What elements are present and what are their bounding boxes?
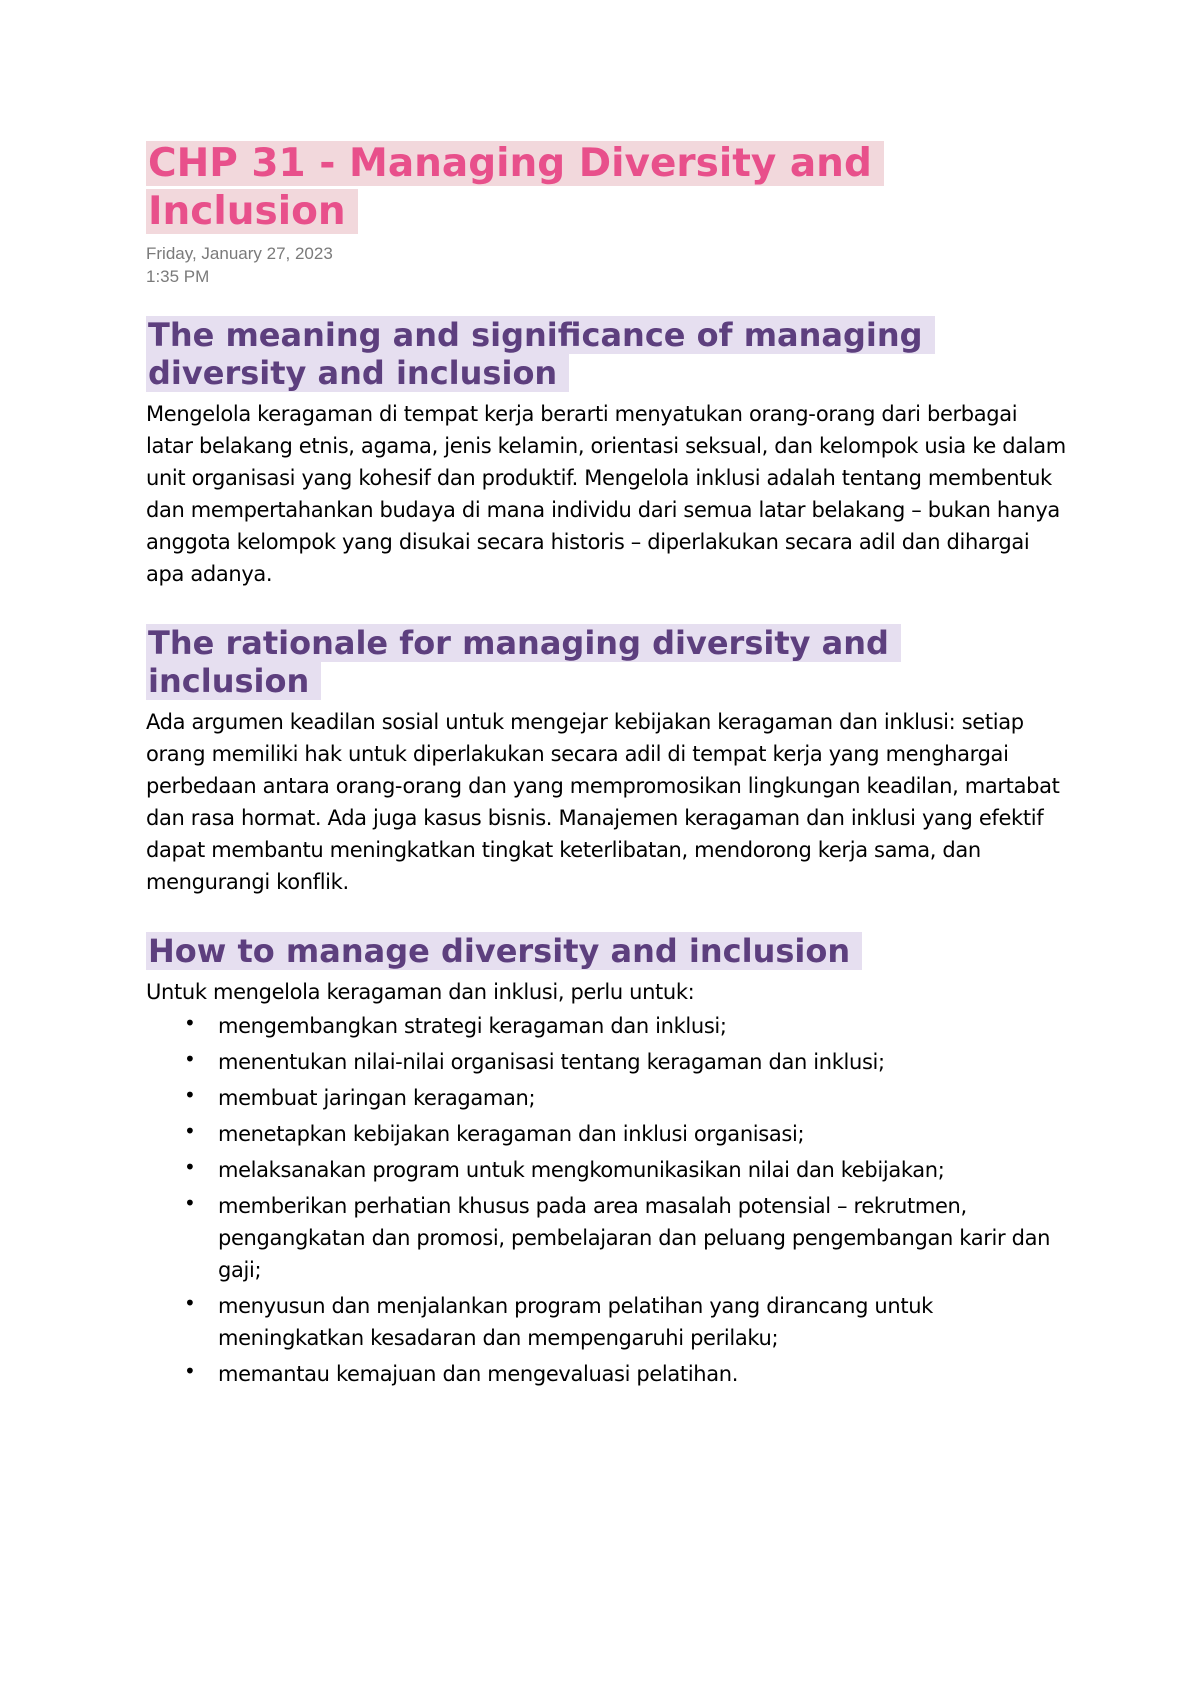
bullet-icon: •	[184, 1191, 196, 1215]
list-item-text: melaksanakan program untuk mengkomunikasikan nilai dan kebijakan;	[218, 1158, 945, 1182]
list-item	[146, 1046, 1066, 1078]
bullet-icon: •	[184, 1359, 196, 1383]
page-title	[146, 140, 1066, 236]
document-content	[146, 140, 1066, 1394]
list-item-text: mengembangkan strategi keragaman dan inklusi;	[218, 1014, 727, 1038]
section-heading	[146, 316, 1066, 392]
bullet-icon: •	[184, 1155, 196, 1179]
note-date: Friday, January 27, 2023	[146, 244, 333, 263]
section-heading-text: The meaning and significance of managing diversity and inclusion	[146, 316, 935, 392]
list-item	[146, 1010, 1066, 1042]
list-item	[146, 1190, 1066, 1286]
list-item-text: membuat jaringan keragaman;	[218, 1086, 536, 1110]
list-item	[146, 1154, 1066, 1186]
list-item-text: menentukan nilai-nilai organisasi tentang keragaman dan inklusi;	[218, 1050, 885, 1074]
section-rationale	[146, 624, 1066, 898]
list-item-text: memberikan perhatian khusus pada area masalah potensial – rekrutmen, pengangkatan dan promosi, pembelajaran dan peluang pengembangan karir dan gaji;	[218, 1194, 1051, 1282]
bullet-icon: •	[184, 1291, 196, 1315]
note-timestamp	[146, 242, 1066, 288]
list-item	[146, 1290, 1066, 1354]
bullet-list	[146, 1010, 1066, 1390]
section-body: Mengelola keragaman di tempat kerja berarti menyatukan orang-orang dari berbagai latar belakang etnis, agama, jenis kelamin, orientasi seksual, dan kelompok usia ke dalam unit organisasi yang kohesif dan produktif. Mengelola inklusi adalah tentang membentuk dan mempertahankan budaya di mana individu dari semua latar belakang – bukan hanya anggota kelompok yang disukai secara historis – diperlakukan secara adil dan dihargai apa adanya.	[146, 402, 1066, 586]
section-how-to	[146, 932, 1066, 1390]
list-item	[146, 1118, 1066, 1150]
bullet-icon: •	[184, 1083, 196, 1107]
note-time: 1:35 PM	[146, 267, 210, 286]
section-meaning	[146, 316, 1066, 590]
section-heading	[146, 932, 1066, 970]
section-heading-text: The rationale for managing diversity and inclusion	[146, 624, 901, 700]
list-item-text: menetapkan kebijakan keragaman dan inklusi organisasi;	[218, 1122, 805, 1146]
list-item-text: menyusun dan menjalankan program pelatihan yang dirancang untuk meningkatkan kesadaran dan mempengaruhi perilaku;	[218, 1294, 933, 1350]
list-item	[146, 1358, 1066, 1390]
bullet-icon: •	[184, 1011, 196, 1035]
section-heading	[146, 624, 1066, 700]
list-item-text: memantau kemajuan dan mengevaluasi pelatihan.	[218, 1362, 739, 1386]
section-heading-text: How to manage diversity and inclusion	[146, 932, 862, 970]
page-title-text: CHP 31 - Managing Diversity and Inclusion	[146, 141, 884, 234]
section-intro: Untuk mengelola keragaman dan inklusi, perlu untuk:	[146, 980, 695, 1004]
bullet-icon: •	[184, 1119, 196, 1143]
section-body: Ada argumen keadilan sosial untuk mengejar kebijakan keragaman dan inklusi: setiap orang memiliki hak untuk diperlakukan secara adil di tempat kerja yang menghargai perbedaan antara orang-orang dan yang mempromosikan lingkungan keadilan, martabat dan rasa hormat. Ada juga kasus bisnis. Manajemen keragaman dan inklusi yang efektif dapat membantu meningkatkan tingkat keterlibatan, mendorong kerja sama, dan mengurangi konflik.	[146, 710, 1060, 894]
bullet-icon: •	[184, 1047, 196, 1071]
list-item	[146, 1082, 1066, 1114]
